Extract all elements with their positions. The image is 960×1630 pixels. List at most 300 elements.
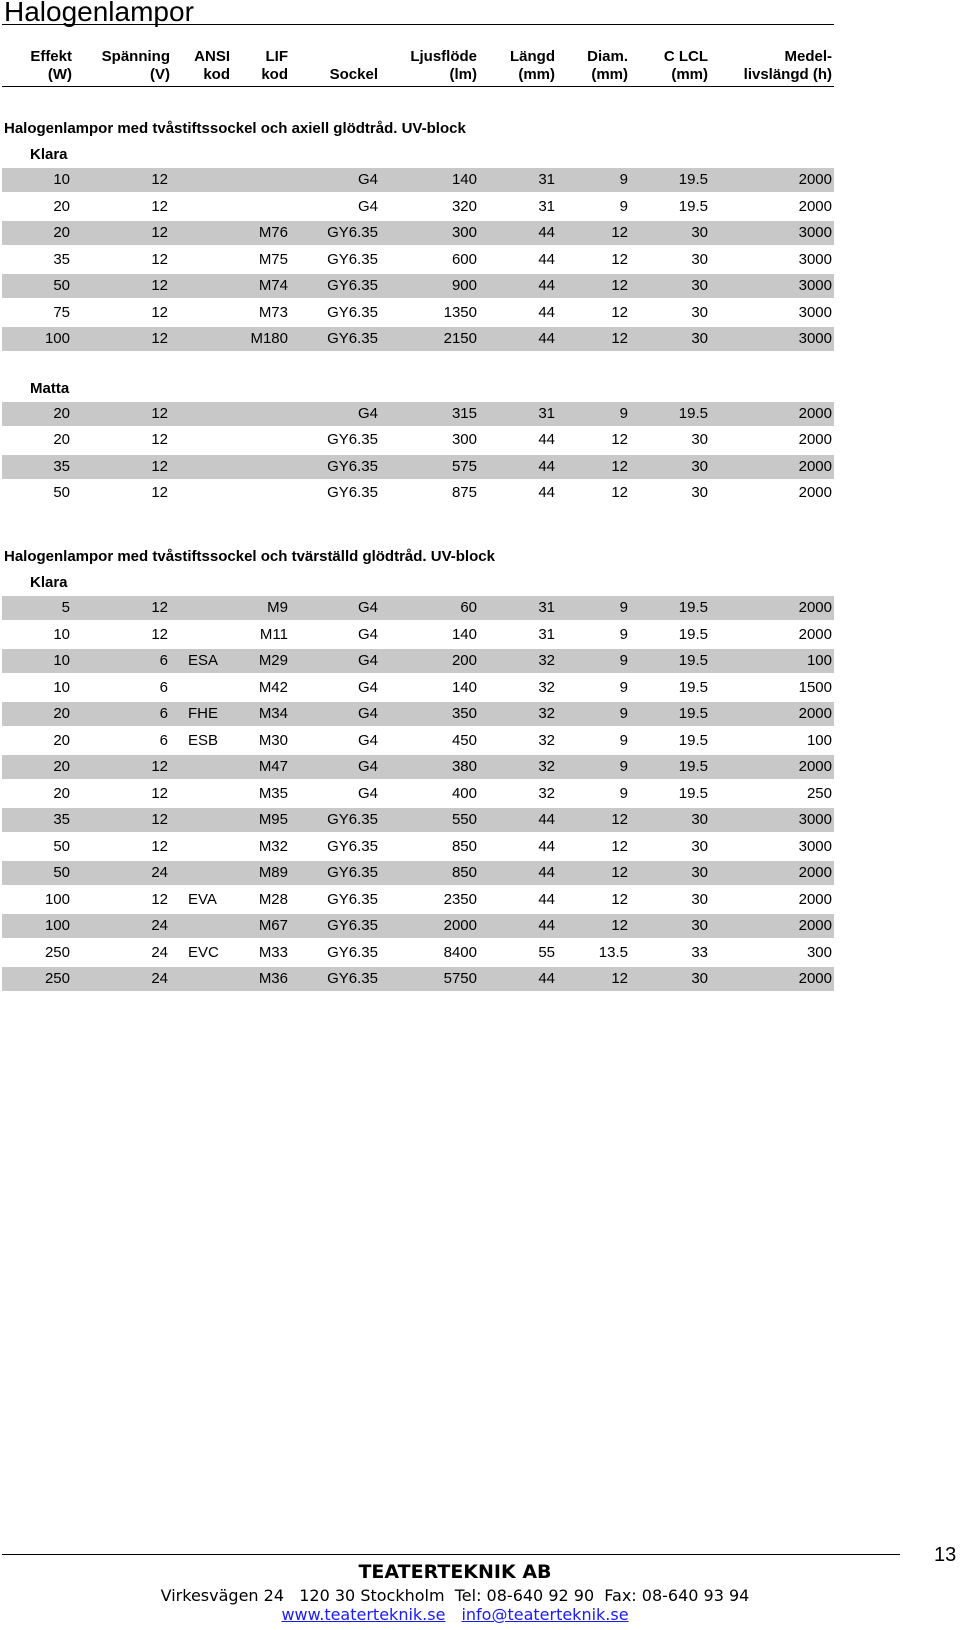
cell-ljusflode: 875 — [451, 484, 477, 501]
cell-lif: M30 — [258, 732, 288, 749]
cell-clcl: 30 — [691, 891, 708, 908]
cell-lif: M180 — [250, 330, 288, 347]
cell-ljusflode: 600 — [451, 251, 477, 268]
header-ansi-line1: ANSI — [194, 48, 230, 65]
cell-diam: 12 — [611, 251, 628, 268]
section-title: Halogenlampor med tvåstiftssockel och axiell glödtråd. UV-block — [4, 120, 466, 137]
cell-lif: M35 — [258, 785, 288, 802]
cell-spanning: 12 — [151, 838, 168, 855]
cell-spanning: 12 — [151, 811, 168, 828]
cell-medel: 3000 — [798, 251, 832, 268]
website-link[interactable]: www.teaterteknik.se — [281, 1605, 446, 1624]
cell-langd: 55 — [538, 944, 555, 961]
title-divider — [2, 24, 834, 25]
cell-sockel: GY6.35 — [327, 304, 378, 321]
cell-sockel: GY6.35 — [327, 917, 378, 934]
cell-effekt: 20 — [53, 198, 70, 215]
cell-lif: M74 — [258, 277, 288, 294]
footer-links — [0, 1605, 910, 1625]
cell-medel: 100 — [806, 732, 832, 749]
header-langd-line1: Längd — [510, 48, 555, 65]
cell-langd: 32 — [538, 732, 555, 749]
cell-diam: 12 — [611, 277, 628, 294]
header-clcl-line1: C LCL — [663, 48, 708, 65]
cell-diam: 12 — [611, 224, 628, 241]
cell-spanning: 12 — [151, 405, 168, 422]
cell-ljusflode: 850 — [451, 864, 477, 881]
table-row — [2, 782, 834, 806]
table-row — [2, 808, 834, 832]
header-langd-line2: (mm) — [518, 66, 555, 83]
table-row — [2, 835, 834, 859]
cell-lif: M95 — [258, 811, 288, 828]
cell-clcl: 30 — [691, 811, 708, 828]
cell-lif: M32 — [258, 838, 288, 855]
cell-medel: 3000 — [798, 224, 832, 241]
cell-spanning: 6 — [159, 705, 168, 722]
header-lif — [230, 48, 288, 84]
header-medel-line1: Medel- — [784, 48, 832, 65]
cell-sockel: G4 — [357, 679, 378, 696]
table-row — [2, 914, 834, 938]
cell-clcl: 30 — [691, 251, 708, 268]
cell-spanning: 6 — [159, 679, 168, 696]
cell-ansi: EVA — [188, 891, 217, 908]
header-diam-line2: (mm) — [591, 66, 628, 83]
page-title: Halogenlampor — [4, 0, 194, 27]
header-lif-line1: LIF — [265, 48, 288, 65]
cell-clcl: 30 — [691, 838, 708, 855]
cell-spanning: 12 — [151, 599, 168, 616]
cell-langd: 44 — [538, 431, 555, 448]
header-ansi — [170, 48, 230, 84]
cell-spanning: 12 — [151, 431, 168, 448]
cell-ljusflode: 380 — [451, 758, 477, 775]
cell-sockel: G4 — [357, 599, 378, 616]
cell-sockel: G4 — [357, 405, 378, 422]
header-langd — [480, 48, 555, 84]
cell-sockel: G4 — [357, 732, 378, 749]
cell-ljusflode: 300 — [451, 431, 477, 448]
cell-spanning: 12 — [151, 785, 168, 802]
header-lif-line2: kod — [261, 66, 288, 83]
cell-clcl: 30 — [691, 277, 708, 294]
cell-sockel: GY6.35 — [327, 970, 378, 987]
cell-diam: 12 — [611, 917, 628, 934]
cell-ljusflode: 300 — [451, 224, 477, 241]
cell-effekt: 20 — [53, 705, 70, 722]
cell-clcl: 19.5 — [678, 705, 708, 722]
cell-lif: M34 — [258, 705, 288, 722]
cell-effekt: 50 — [53, 864, 70, 881]
cell-spanning: 6 — [159, 652, 168, 669]
cell-diam: 12 — [611, 970, 628, 987]
table-row — [2, 168, 834, 192]
cell-ljusflode: 315 — [451, 405, 477, 422]
header-effekt-line2: (W) — [47, 66, 72, 83]
cell-clcl: 30 — [691, 458, 708, 475]
cell-medel: 3000 — [798, 330, 832, 347]
cell-ljusflode: 200 — [451, 652, 477, 669]
cell-effekt: 50 — [53, 277, 70, 294]
cell-medel: 2000 — [798, 705, 832, 722]
cell-medel: 250 — [806, 785, 832, 802]
cell-lif: M33 — [258, 944, 288, 961]
cell-medel: 2000 — [798, 758, 832, 775]
cell-langd: 44 — [538, 330, 555, 347]
header-ljusflode — [380, 48, 477, 84]
cell-effekt: 20 — [53, 785, 70, 802]
cell-ljusflode: 60 — [460, 599, 477, 616]
cell-ansi: ESA — [188, 652, 219, 669]
header-ljusflode-line1: Ljusflöde — [410, 48, 477, 65]
table-row — [2, 623, 834, 647]
cell-sockel: GY6.35 — [327, 251, 378, 268]
cell-spanning: 12 — [151, 758, 168, 775]
cell-langd: 31 — [538, 599, 555, 616]
page-number: 13 — [934, 1544, 957, 1566]
cell-langd: 32 — [538, 758, 555, 775]
cell-spanning: 12 — [151, 224, 168, 241]
cell-effekt: 20 — [53, 758, 70, 775]
cell-ljusflode: 850 — [451, 838, 477, 855]
cell-spanning: 12 — [151, 304, 168, 321]
cell-medel: 3000 — [798, 304, 832, 321]
cell-langd: 31 — [538, 171, 555, 188]
cell-ljusflode: 2150 — [443, 330, 477, 347]
cell-diam: 9 — [619, 652, 628, 669]
cell-sockel: GY6.35 — [327, 431, 378, 448]
cell-medel: 3000 — [798, 838, 832, 855]
section-title: Halogenlampor med tvåstiftssockel och tvärställd glödtråd. UV-block — [4, 548, 495, 565]
cell-diam: 9 — [619, 405, 628, 422]
cell-ljusflode: 575 — [451, 458, 477, 475]
cell-langd: 31 — [538, 198, 555, 215]
cell-sockel: GY6.35 — [327, 838, 378, 855]
cell-langd: 44 — [538, 304, 555, 321]
header-spanning-line1: Spänning — [101, 48, 170, 65]
cell-effekt: 50 — [53, 838, 70, 855]
cell-effekt: 35 — [53, 251, 70, 268]
cell-sockel: GY6.35 — [327, 224, 378, 241]
cell-medel: 2000 — [798, 626, 832, 643]
cell-clcl: 19.5 — [678, 171, 708, 188]
header-spanning-line2: (V) — [150, 66, 170, 83]
cell-lif: M42 — [258, 679, 288, 696]
header-ansi-line2: kod — [203, 66, 230, 83]
header-ljusflode-line2: (lm) — [449, 66, 477, 83]
cell-diam: 12 — [611, 458, 628, 475]
cell-diam: 9 — [619, 785, 628, 802]
cell-sockel: GY6.35 — [327, 891, 378, 908]
header-medel — [714, 48, 832, 84]
cell-medel: 300 — [806, 944, 832, 961]
group-label: Matta — [30, 379, 70, 397]
cell-langd: 44 — [538, 811, 555, 828]
cell-diam: 12 — [611, 484, 628, 501]
cell-lif: M75 — [258, 251, 288, 268]
cell-ljusflode: 2000 — [443, 917, 477, 934]
table-row — [2, 301, 834, 325]
group-label: Klara — [30, 574, 68, 591]
cell-clcl: 19.5 — [678, 198, 708, 215]
cell-diam: 13.5 — [598, 944, 628, 961]
cell-effekt: 10 — [53, 171, 70, 188]
table-row — [2, 967, 834, 991]
table-row — [2, 941, 834, 965]
cell-clcl: 30 — [691, 330, 708, 347]
cell-sockel: G4 — [357, 705, 378, 722]
footer-address: Virkesvägen 24 120 30 Stockholm Tel: 08-640 92 90 Fax: 08-640 93 94 — [160, 1586, 750, 1605]
cell-ansi: EVC — [188, 944, 219, 961]
cell-sockel: GY6.35 — [327, 811, 378, 828]
cell-clcl: 30 — [691, 864, 708, 881]
cell-langd: 32 — [538, 785, 555, 802]
cell-langd: 44 — [538, 277, 555, 294]
cell-spanning: 12 — [151, 251, 168, 268]
table-row — [2, 861, 834, 885]
cell-medel: 2000 — [798, 864, 832, 881]
cell-lif: M89 — [258, 864, 288, 881]
cell-spanning: 12 — [151, 277, 168, 294]
cell-ljusflode: 900 — [451, 277, 477, 294]
cell-ljusflode: 140 — [451, 171, 477, 188]
cell-clcl: 19.5 — [678, 785, 708, 802]
cell-spanning: 12 — [151, 484, 168, 501]
cell-medel: 2000 — [798, 171, 832, 188]
table-row — [2, 428, 834, 452]
cell-spanning: 12 — [151, 171, 168, 188]
cell-effekt: 250 — [44, 944, 70, 961]
cell-clcl: 33 — [691, 944, 708, 961]
cell-effekt: 10 — [53, 652, 70, 669]
cell-ljusflode: 450 — [451, 732, 477, 749]
cell-diam: 9 — [619, 599, 628, 616]
cell-langd: 44 — [538, 864, 555, 881]
cell-sockel: G4 — [357, 758, 378, 775]
cell-effekt: 20 — [53, 224, 70, 241]
cell-diam: 9 — [619, 679, 628, 696]
cell-spanning: 24 — [151, 864, 168, 881]
cell-medel: 2000 — [798, 970, 832, 987]
cell-diam: 9 — [619, 758, 628, 775]
cell-lif: M9 — [267, 599, 288, 616]
cell-sockel: G4 — [357, 198, 378, 215]
cell-effekt: 50 — [53, 484, 70, 501]
cell-langd: 44 — [538, 458, 555, 475]
cell-spanning: 6 — [159, 732, 168, 749]
cell-langd: 44 — [538, 917, 555, 934]
cell-spanning: 12 — [151, 891, 168, 908]
cell-lif: M28 — [258, 891, 288, 908]
header-effekt — [2, 48, 72, 84]
cell-clcl: 19.5 — [678, 732, 708, 749]
cell-effekt: 100 — [44, 891, 70, 908]
group-label: Klara — [30, 146, 68, 163]
cell-spanning: 12 — [151, 330, 168, 347]
header-effekt-line1: Effekt — [30, 48, 72, 65]
cell-diam: 12 — [611, 431, 628, 448]
cell-medel: 1500 — [798, 679, 832, 696]
cell-sockel: GY6.35 — [327, 864, 378, 881]
cell-langd: 44 — [538, 891, 555, 908]
cell-sockel: G4 — [357, 626, 378, 643]
cell-diam: 12 — [611, 330, 628, 347]
cell-medel: 100 — [806, 652, 832, 669]
cell-medel: 3000 — [798, 277, 832, 294]
cell-spanning: 12 — [151, 458, 168, 475]
cell-langd: 32 — [538, 705, 555, 722]
cell-ljusflode: 5750 — [443, 970, 477, 987]
cell-medel: 2000 — [798, 198, 832, 215]
cell-diam: 9 — [619, 705, 628, 722]
cell-ljusflode: 320 — [451, 198, 477, 215]
cell-ljusflode: 2350 — [443, 891, 477, 908]
cell-clcl: 19.5 — [678, 599, 708, 616]
cell-medel: 2000 — [798, 599, 832, 616]
table-row — [2, 455, 834, 479]
cell-spanning: 24 — [151, 944, 168, 961]
cell-clcl: 19.5 — [678, 405, 708, 422]
cell-effekt: 100 — [44, 917, 70, 934]
table-row — [2, 702, 834, 726]
cell-ansi: ESB — [188, 732, 219, 749]
cell-clcl: 30 — [691, 970, 708, 987]
cell-sockel: GY6.35 — [327, 330, 378, 347]
cell-ansi: FHE — [188, 705, 218, 722]
cell-sockel: GY6.35 — [327, 484, 378, 501]
header-sockel-line: Sockel — [329, 66, 378, 83]
cell-clcl: 30 — [691, 484, 708, 501]
cell-diam: 9 — [619, 198, 628, 215]
cell-effekt: 20 — [53, 405, 70, 422]
cell-sockel: GY6.35 — [327, 944, 378, 961]
cell-sockel: GY6.35 — [327, 277, 378, 294]
cell-effekt: 100 — [44, 330, 70, 347]
cell-medel: 2000 — [798, 405, 832, 422]
cell-sockel: G4 — [357, 785, 378, 802]
cell-spanning: 24 — [151, 917, 168, 934]
cell-langd: 31 — [538, 405, 555, 422]
table-row — [2, 755, 834, 779]
cell-lif: M11 — [259, 626, 288, 643]
cell-lif: M73 — [258, 304, 288, 321]
cell-medel: 2000 — [798, 891, 832, 908]
header-divider — [2, 86, 834, 87]
footer-company: TEATERTEKNIK AB — [358, 1561, 552, 1583]
cell-spanning: 24 — [151, 970, 168, 987]
cell-clcl: 19.5 — [678, 758, 708, 775]
email-link[interactable]: info@teaterteknik.se — [461, 1605, 629, 1624]
cell-langd: 44 — [538, 224, 555, 241]
table-row — [2, 888, 834, 912]
cell-spanning: 12 — [151, 198, 168, 215]
cell-sockel: G4 — [357, 652, 378, 669]
cell-sockel: G4 — [357, 171, 378, 188]
header-diam-line1: Diam. — [587, 48, 628, 65]
cell-lif: M29 — [258, 652, 288, 669]
cell-diam: 12 — [611, 838, 628, 855]
cell-lif: M36 — [258, 970, 288, 987]
table-row — [2, 676, 834, 700]
cell-effekt: 20 — [53, 431, 70, 448]
cell-lif: M47 — [258, 758, 288, 775]
cell-ljusflode: 400 — [451, 785, 477, 802]
cell-diam: 12 — [611, 864, 628, 881]
table-row — [2, 195, 834, 219]
cell-langd: 32 — [538, 652, 555, 669]
table-row — [2, 327, 834, 351]
cell-langd: 32 — [538, 679, 555, 696]
table-row — [2, 596, 834, 620]
cell-effekt: 10 — [53, 626, 70, 643]
table-row — [2, 248, 834, 272]
cell-lif: M67 — [258, 917, 288, 934]
cell-diam: 12 — [611, 811, 628, 828]
cell-clcl: 19.5 — [678, 679, 708, 696]
cell-diam: 12 — [611, 891, 628, 908]
cell-spanning: 12 — [151, 626, 168, 643]
header-spanning — [80, 48, 170, 84]
cell-ljusflode: 550 — [451, 811, 477, 828]
cell-effekt: 250 — [44, 970, 70, 987]
cell-ljusflode: 140 — [451, 626, 477, 643]
cell-clcl: 30 — [691, 304, 708, 321]
cell-effekt: 35 — [53, 458, 70, 475]
cell-langd: 31 — [538, 626, 555, 643]
table-row — [2, 402, 834, 426]
header-clcl-line2: (mm) — [671, 66, 708, 83]
cell-medel: 2000 — [798, 484, 832, 501]
cell-clcl: 19.5 — [678, 652, 708, 669]
cell-langd: 44 — [538, 838, 555, 855]
cell-ljusflode: 1350 — [443, 304, 477, 321]
cell-diam: 9 — [619, 626, 628, 643]
cell-lif: M76 — [258, 224, 288, 241]
cell-ljusflode: 8400 — [443, 944, 477, 961]
header-clcl — [630, 48, 708, 84]
cell-effekt: 10 — [53, 679, 70, 696]
cell-ljusflode: 140 — [451, 679, 477, 696]
cell-medel: 2000 — [798, 458, 832, 475]
cell-ljusflode: 350 — [451, 705, 477, 722]
cell-medel: 2000 — [798, 431, 832, 448]
cell-medel: 2000 — [798, 917, 832, 934]
cell-langd: 44 — [538, 970, 555, 987]
cell-diam: 9 — [619, 171, 628, 188]
cell-langd: 44 — [538, 251, 555, 268]
cell-medel: 3000 — [798, 811, 832, 828]
cell-clcl: 19.5 — [678, 626, 708, 643]
cell-sockel: GY6.35 — [327, 458, 378, 475]
table-row — [2, 481, 834, 505]
cell-effekt: 35 — [53, 811, 70, 828]
footer-divider — [2, 1554, 900, 1555]
header-diam — [560, 48, 628, 84]
cell-clcl: 30 — [691, 431, 708, 448]
cell-clcl: 30 — [691, 224, 708, 241]
cell-diam: 12 — [611, 304, 628, 321]
table-row — [2, 649, 834, 673]
header-sockel — [300, 48, 378, 84]
table-row — [2, 729, 834, 753]
table-row — [2, 221, 834, 245]
table-row — [2, 274, 834, 298]
cell-effekt: 5 — [61, 599, 70, 616]
cell-effekt: 20 — [53, 732, 70, 749]
cell-langd: 44 — [538, 484, 555, 501]
header-medel-line2: livslängd (h) — [743, 66, 832, 83]
